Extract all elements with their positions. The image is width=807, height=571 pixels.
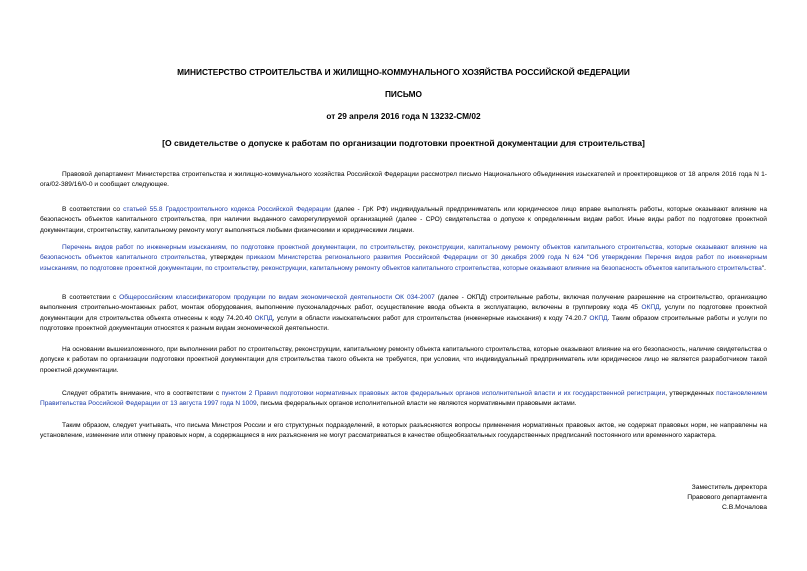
paragraph-text: В соответствии с — [62, 294, 120, 301]
document-date-number: от 29 апреля 2016 года N 13232-СМ/02 — [326, 111, 481, 121]
link-okpd-74-20-40[interactable]: ОКПД — [254, 314, 273, 322]
paragraph-text: " — [583, 254, 590, 262]
paragraph-text: Правовой департамент Министерства строительства и жилищно-коммунального хозяйства Российской Федерации рассмотрел письмо Национального объединения изыскателей и проектировщиков от 18 апреля 2016 года N 1-ога/02-389/16/0-0 и сообщает следующее. — [40, 171, 767, 189]
paragraph-1 — [40, 170, 767, 191]
paragraph-text: Следует обратить внимание, что в соответствии с — [62, 390, 222, 397]
link-order-624-title[interactable]: Об утверждении Перечня видов работ по инженерным изысканиям, по подготовке проектной документации, по строительству, реконструкции, капитальному ремонту объектов капитального строительства, которые оказывают влияние на безопасность объектов капитального строительства — [40, 254, 768, 272]
link-works-list[interactable]: Перечень видов работ по инженерным изысканиям, по подготовке проектной документации, по строительству, реконструкции, капитальному ремонту объектов капитального строительства, которые оказывают влияние на безопасность объектов капитального строительства — [40, 244, 767, 262]
paragraph-4 — [40, 293, 767, 334]
signature-name: С.В.Мочалова — [721, 504, 767, 511]
link-okpd-74-20-7[interactable]: ОКПД — [589, 314, 608, 322]
paragraph-text: Таким образом, следует учитывать, что письма Минстроя России и его структурных подразделений, в которых разъясняются вопросы применения нормативных правовых актов, не содержат правовых норм, не направлены на установление, изменение или отмену правовых норм, а содержащиеся в них разъяснения не могут рассматриваться в качестве общеобязательных государственных предписаний постоянного или временного характера. — [40, 422, 767, 440]
ministry-heading: МИНИСТЕРСТВО СТРОИТЕЛЬСТВА И ЖИЛИЩНО-КОММУНАЛЬНОГО ХОЗЯЙСТВА РОССИЙСКОЙ ФЕДЕРАЦИИ — [177, 67, 630, 77]
paragraph-text: , услуги в области изыскательских работ для строительства (инженерные изыскания) к коду 74.20.7 — [272, 314, 590, 322]
link-grk-article-55-8[interactable]: статьей 55.8 Градостроительного кодекса Российской Федерации — [123, 206, 331, 213]
link-rules-point-2[interactable]: пунктом 2 Правил подготовки нормативных правовых актов федеральных органов исполнительной власти и их государственной регистрации — [221, 390, 666, 397]
paragraph-text: ". — [761, 264, 766, 272]
signature-title-line-1: Заместитель директора — [691, 484, 767, 491]
paragraph-2 — [40, 205, 767, 236]
paragraph-text: , письма федеральных органов исполнительной власти не являются нормативными правовыми актами. — [256, 400, 577, 408]
paragraph-7 — [40, 421, 767, 442]
paragraph-text: В соответствии со — [62, 206, 124, 213]
paragraph-text: (далее - ОКПД) строительные работы, включая получение разрешение на строительство, организацию выполнения строительно-монтажных работ, монтаж оборудования, выполнение пусконаладочных работ, осуществление ввода объекта в эксплуатацию, включены в группировку кода 45 — [40, 294, 768, 312]
link-resolution-1009[interactable]: постановлением Правительства Российской Федерации от 13 августа 1997 года N 1009 — [40, 390, 768, 408]
link-okpd-classifier[interactable]: Общероссийским классификатором продукции по видам экономической деятельности ОК 034-2007 — [119, 294, 435, 301]
link-order-624[interactable]: приказом Министерства регионального развития Российской Федерации от 30 декабря 2009 года N 624 — [246, 254, 584, 262]
paragraph-text: (далее - ГрК РФ) индивидуальный предприниматель или юридическое лицо вправе выполнять работы, которые оказывают влияние на безопасность объектов капитального строительства, при наличии выданного саморегулируемой организацией (далее - СРО) свидетельства о допуске к определенным видам работ. Иные виды работ по подготовке проектной документации, строительству, капитальному ремонту могут выполняться любыми физическими и юридическими лицами. — [40, 206, 767, 234]
paragraph-text: , услуги по подготовке проектной документации для строительства объекта отнесены к коду 74.20.40 — [40, 304, 767, 322]
signature-title-line-2: Правового департамента — [687, 494, 767, 501]
paragraph-text: , утвержден — [205, 254, 247, 262]
document-subject: [О свидетельстве о допуске к работам по организации подготовки проектной документации для строительства] — [162, 138, 645, 148]
document-type: ПИСЬМО — [384, 89, 423, 99]
paragraph-6 — [40, 389, 767, 410]
paragraph-text: На основании вышеизложенного, при выполнении работ по строительству, реконструкции, капитальному ремонту объекта капитального строительства, которые оказывают влияние на его безопасность, наличие свидетельства о допуске к работам по организации подготовки проектной документации для строительства такого объекта не требуется, при условии, что индивидуальный предприниматель или юридическое лицо не является разработчиком такой проектной документации. — [40, 346, 767, 374]
paragraph-text: , утвержденных — [665, 390, 717, 397]
paragraph-3 — [40, 243, 767, 274]
paragraph-text: . Таким образом строительные работы и услуги по подготовке проектной документации относятся к разным видам экономической деятельности. — [40, 314, 768, 332]
paragraph-5 — [40, 345, 767, 376]
link-okpd-45[interactable]: ОКПД — [641, 304, 660, 312]
